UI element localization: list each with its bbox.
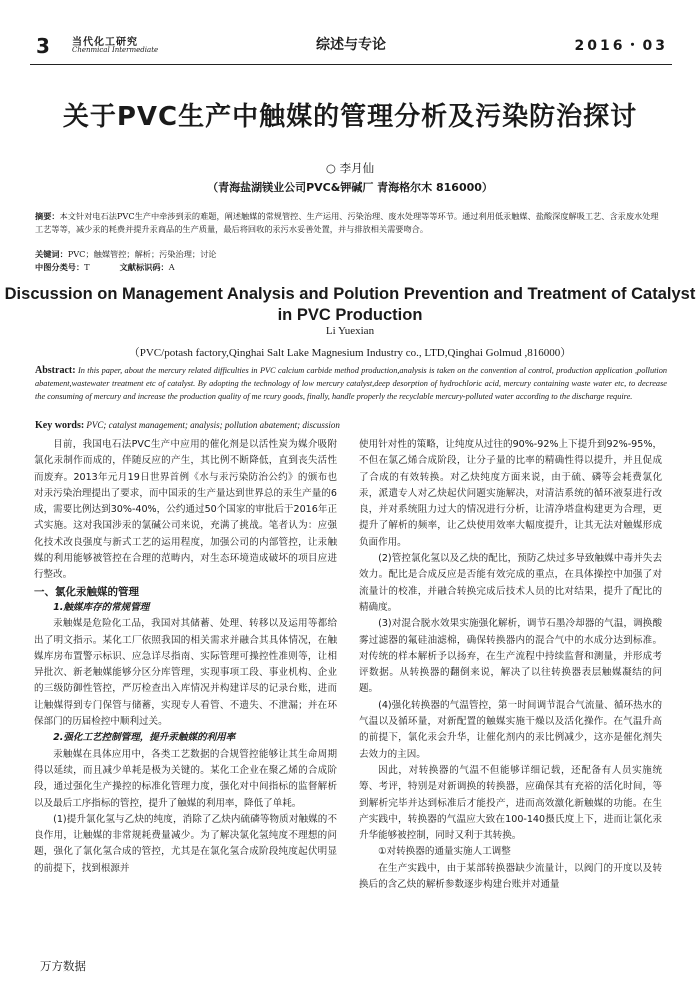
subsection-heading: 2.强化工艺控制管理，提升汞触媒的利用率 <box>53 732 236 744</box>
journal-name-en: Chenmical Intermediate <box>72 46 159 54</box>
abstract-en-text: In this paper, about the mercury related difficulties in PVC calcium carbide method production,analysis is taken on the convention al control, production application ,pollution abatement,wastewater treatment etc of catalyst. By adopting the technology of low mercury catalyst,deep desorption of hydrochloric acid, mercury containing waste water etc, to decrease the consuming of mercury and increase the production quality of me rcury goods, finally, handle properly the recyclable mercury-polluted water according to the discharge require. <box>35 366 668 401</box>
body-column-right <box>359 437 662 943</box>
paragraph: ①对转换器的通量实施人工调整 <box>378 846 511 858</box>
keywords-en-text: PVC; catalyst management; analysis; pollution abatement; discussion <box>86 420 340 430</box>
keywords-cn <box>35 248 665 261</box>
paragraph: 使用针对性的策略，让纯度从过往的90%-92%上下提升到92%-95%，不但在氯乙烯合成阶段，让分子量的比率的精确性得以提升，并且促成了合成的有效转换。对乙炔纯度方面来说，由于硫、磷等会耗费氯化汞，派遣专人对乙炔起伏问题实施解决，对清洁系统的循环液泵进行改良，并对系统阻力过大的情况进行分析，让清净塔盘构建更为合理，更提升了解析的频率，让乙炔使用效率大幅度提升，让其无法对触媒形成负面作用。 <box>359 439 662 548</box>
paragraph: 汞触媒在具体应用中，各类工艺数据的合规管控能够让其生命周期得以延续，而且减少单耗是极为关键的。某化工企业在聚乙烯的合成阶段，通过强化生产操控的标准化管理力度，强化对中间指标的监督解析以及最后工序指标的管控，提升了触媒的利用率，降低了单耗。 <box>34 748 337 809</box>
keywords-en <box>35 420 667 431</box>
section-heading: 一、氯化汞触媒的管理 <box>34 585 139 598</box>
section-label: 综述与专论 <box>316 37 386 53</box>
body-column-left <box>34 437 337 943</box>
paragraph: 目前，我国电石法PVC生产中应用的催化剂是以活性炭为媒介吸附氯化汞制作而成的，伴随反应的产生，其比例不断降低，直到丧失活性而废弃。2013年元月19日世界首例《水与汞污染防治公约》的颁布也对汞污染治理提出了要求，而中国汞的生产量达到世界总的汞生产量的6成，需要比例达到30%-40%，公约通过50个国家的审批后于2016年正式实施。这对我国涉汞的氯碱公司来说，充满了挑战。笔者认为：应强化技术改良强度与新式工艺的运用程度，加强公司的内部管控，让汞触媒的利用能够被管控在合理的范畴内，对生态环境造成破坏的项目应进行整改。 <box>34 439 337 581</box>
author: ○ 李月仙 <box>325 161 375 175</box>
keywords-cn-text: PVC；触媒管控；解析；污染治理；讨论 <box>67 249 217 259</box>
paragraph: 因此，对转换器的气温不但能够详细记载，还配备有人员实施统筹、考评，特别是对新调换的转换器，应确保其有充裕的活化时间，等到解析完毕并达到标准后才能投产，进而高效激化新触媒的功能。在生产实践中，转换器的气温应大致在100-140摄氏度上下，进而让氯化汞升华能够被控制，同时又利于其转换。 <box>359 764 662 842</box>
keywords-en-label: Key words: <box>35 420 85 431</box>
subsection-heading: 1.触媒库存的常规管理 <box>53 601 150 613</box>
class-label-b: 文献标识码： <box>119 262 169 272</box>
abstract-cn <box>35 210 665 235</box>
keywords-cn-label: 关键词： <box>35 249 68 259</box>
abstract-en-label: Abstract: <box>35 365 76 376</box>
class-value-a: T <box>84 262 90 272</box>
paper-title-en: Discussion on Management Analysis and Polution Prevention and Treatment of Catalyst in PVC Production <box>4 285 696 324</box>
classification <box>35 261 665 274</box>
paragraph: (4)强化转换器的气温管控，第一时间调节混合气流量、循环热水的气温以及循环量，对新配置的触媒实施干燥以及活化操作。在气温升高的前提下，氯化汞会升华，让催化剂内的汞比例减少，这亦是催化剂失去效力的主因。 <box>359 699 662 760</box>
paragraph: 汞触媒是危险化工品，我国对其储蓄、处理、转移以及运用等都给出了明文指示。某化工厂依照我国的相关需求并融合其具体情况，在触媒库房布置警示标识、应急详尽指南、实际管理可操控性准则等，让相异批次、新老触媒能够分区分库管理，实现事项工段、事业机构、企业的三级防御性管控，严厉检查出入库情况并构建详尽的记录台账，进而让触媒得到专门保管与储蓄，实现专人看管、不遗失、不泄漏；并在环保部门的历届检控中顺利过关。 <box>34 618 337 728</box>
affiliation-en: （PVC/potash factory,Qinghai Salt Lake Magnesium Industry co., LTD,Qinghai Golmud ,816000） <box>128 347 572 359</box>
paragraph: (2)管控氯化氢以及乙炔的配比，预防乙炔过多导致触媒中毒并失去效力。配比是合成反应是否能有效完成的重点，在具体操控中加强了对流量计的校准，并融合转换完成后技术人员的比对结果，提升了配比的精确度。 <box>359 553 662 613</box>
class-value-b: A <box>168 262 175 272</box>
footer-watermark: 万方数据 <box>40 959 86 973</box>
abstract-en <box>35 364 667 403</box>
paragraph: (3)对混合脱水效果实施强化解析，调节石墨冷却器的气温，调换酸雾过滤器的氟硅油滤棉，确保转换器内的混合气中的水成分达到标准。对传统的样本解析予以扬弃，在生产流程中持续监督和测量，并形成考评数据。从转换器的翻倒来说，解决了以往转换器表层触媒凝结的问题。 <box>359 618 662 695</box>
class-label-a: 中图分类号： <box>35 262 85 272</box>
journal-name-cn: 当代化工研究 <box>72 37 138 48</box>
affiliation: （青海盐湖镁业公司PVC&钾碱厂 青海格尔木 816000） <box>207 181 493 194</box>
paper-title: 关于PVC生产中触媒的管理分析及污染防治探讨 <box>62 102 638 132</box>
author-en: Li Yuexian <box>325 325 375 337</box>
abstract-cn-text: 本文针对电石法PVC生产中牵涉到汞的难题，阐述触媒的常规管控、生产运用、污染治理、废水处理等等环节。通过利用低汞触媒、盐酸深度解吸工艺、含汞废水处理工艺等等，减少汞的耗费并提升汞商品的生产质量，最后将回收的汞污水妥善处置，并与排放相关需要吻合。 <box>35 211 659 234</box>
page-header <box>30 24 672 65</box>
abstract-cn-label: 摘要： <box>35 211 60 221</box>
issue-label: 2016・03 <box>574 38 668 54</box>
page-number: 3 <box>36 34 50 58</box>
paragraph: (1)提升氯化氢与乙炔的纯度，消除了乙炔内硫磷等物质对触媒的不良作用，让触媒的非常规耗费量减少。为了解决氯化氢纯度不理想的问题，强化了氯化氢合成的管控，尤其是在氯化氢合成阶段纯度起伏明显的前提下，找到根源并 <box>34 813 337 874</box>
paragraph: 在生产实践中，由于某部转换器缺少流量计，以阀门的开度以及转换后的含乙炔的解析参数逐步构建台账并对通量 <box>359 862 662 891</box>
